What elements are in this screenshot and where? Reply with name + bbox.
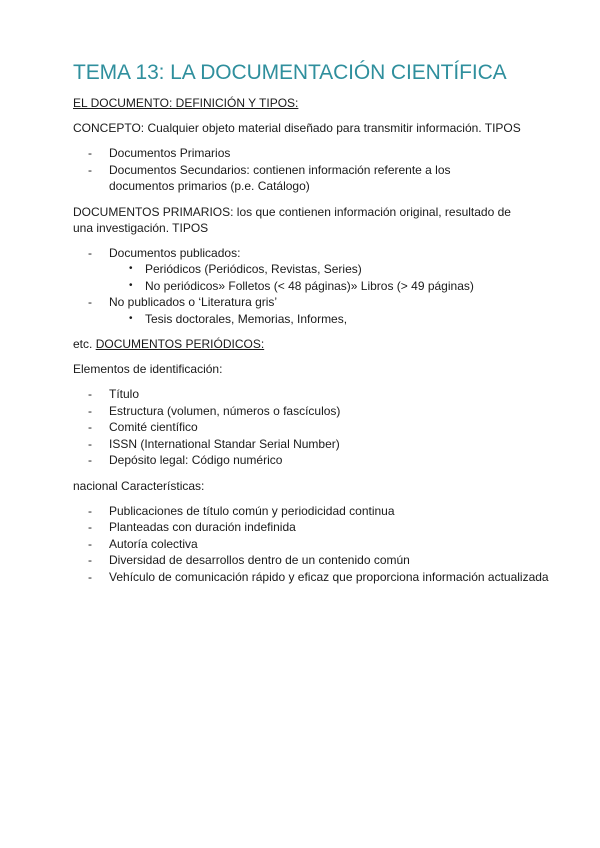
dash-marker: - — [88, 420, 92, 434]
list-item: - Estructura (volumen, números o fascículos) — [88, 403, 341, 418]
list-item: - Documentos publicados: — [88, 245, 241, 260]
bullet-marker: • — [129, 312, 133, 324]
page-title: TEMA 13: LA DOCUMENTACIÓN CIENTÍFICA — [73, 61, 507, 84]
list-item: - Documentos Secundarios: contienen información referente a los — [88, 162, 451, 177]
concepto-paragraph: CONCEPTO: Cualquier objeto material diseñado para transmitir información. TIPOS — [73, 121, 521, 135]
dash-marker: - — [88, 436, 92, 451]
section-heading-documento: EL DOCUMENTO: DEFINICIÓN Y TIPOS: — [73, 96, 299, 110]
dash-marker: - — [88, 162, 92, 177]
dash-marker: - — [88, 536, 92, 551]
dash-marker: - — [88, 146, 92, 160]
tipos-list — [73, 145, 573, 195]
bullet-marker: • — [129, 279, 133, 291]
no-publicados-sublist — [73, 311, 573, 328]
list-item: - Autoría colectiva — [88, 536, 198, 551]
dash-marker: - — [88, 453, 92, 467]
etc-prefix: etc. — [73, 337, 96, 351]
bullet-marker: • — [129, 263, 133, 274]
dash-marker: - — [88, 387, 92, 401]
list-item: - Diversidad de desarrollos dentro de un contenido común — [88, 553, 410, 567]
primarios-list — [73, 245, 573, 262]
elementos-heading: Elementos de identificación: — [73, 362, 223, 376]
dash-marker: - — [88, 569, 92, 584]
dash-marker: - — [88, 295, 92, 309]
periodicos-heading-line — [73, 336, 573, 352]
dash-marker: - — [88, 403, 92, 418]
caracteristicas-heading: nacional Características: — [73, 478, 205, 493]
dash-marker: - — [88, 520, 92, 534]
list-item: - ISSN (International Standar Serial Number) — [88, 436, 340, 451]
no-publicados-list — [73, 294, 573, 311]
list-item: - Comité científico — [88, 420, 198, 434]
list-item: - Vehículo de comunicación rápido y eficaz que proporciona información actualizada — [88, 569, 549, 584]
list-item: - Depósito legal: Código numérico — [88, 453, 283, 467]
dash-marker: - — [88, 553, 92, 567]
dash-marker: - — [88, 245, 92, 260]
caracteristicas-list — [73, 503, 573, 586]
sublist-item: • Tesis doctorales, Memorias, Informes, — [129, 311, 348, 326]
sublist-item: • No periódicos» Folletos (< 48 páginas)» Libros (> 49 páginas) — [129, 278, 474, 293]
list-item: - Documentos Primarios — [88, 146, 231, 160]
sublist-item: • Periódicos (Periódicos, Revistas, Series) — [129, 262, 362, 276]
list-item: - Publicaciones de título común y periodicidad continua — [88, 503, 395, 518]
list-item: - Planteadas con duración indefinida — [88, 520, 296, 534]
list-item: - No publicados o ‘Literatura gris’ — [88, 295, 278, 309]
primarios-paragraph-line1: DOCUMENTOS PRIMARIOS: los que contienen información original, resultado de — [73, 204, 511, 219]
dash-marker: - — [88, 503, 92, 518]
document-page — [73, 60, 573, 585]
primarios-paragraph-line2: una investigación. TIPOS — [73, 220, 209, 235]
elementos-list — [73, 386, 573, 469]
publicados-sublist — [73, 261, 573, 294]
list-item-continuation: documentos primarios (p.e. Catálogo) — [109, 179, 310, 193]
list-item: - Título — [88, 387, 140, 401]
section-heading-periodicos: DOCUMENTOS PERIÓDICOS: — [95, 337, 265, 351]
